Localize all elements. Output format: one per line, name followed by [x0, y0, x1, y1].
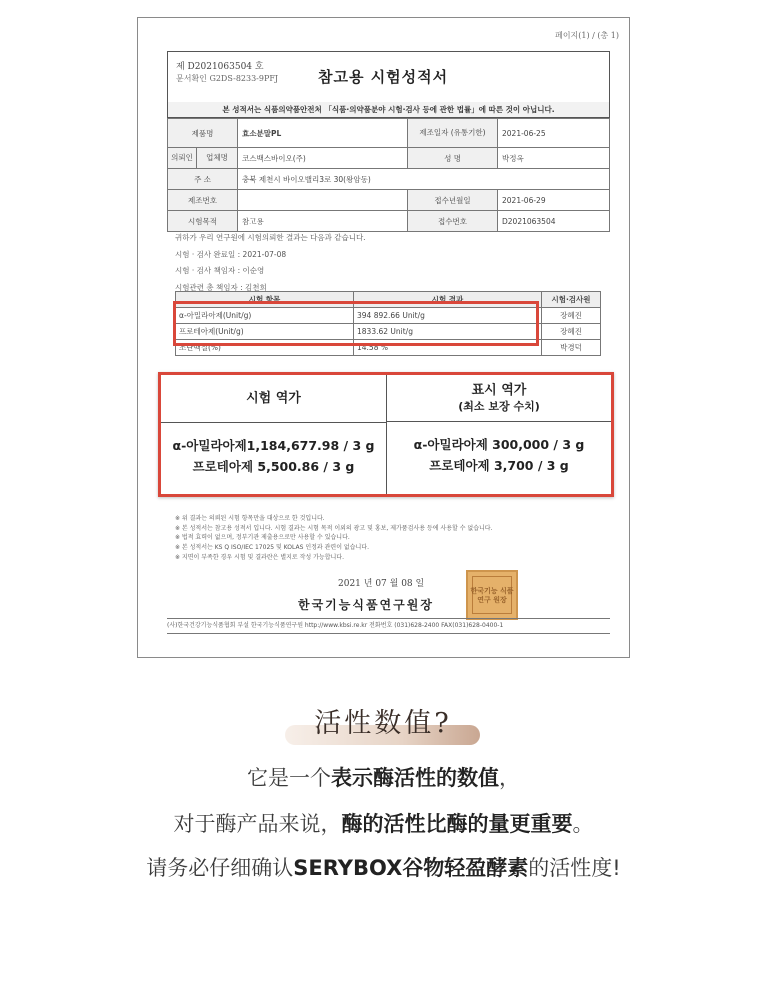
section-heading	[303, 701, 463, 745]
test-potency-column	[161, 375, 387, 494]
label-potency-values	[387, 422, 611, 476]
receipt-label: 접수번호	[408, 211, 498, 232]
note-line: ※ 본 성적서는 KS Q ISO/IEC 17025 및 KOLAS 인정과 관련이 없습니다.	[175, 544, 369, 552]
result-item: 프로테아제(Unit/g)	[176, 324, 354, 340]
company-label: 업체명	[197, 148, 237, 168]
label-potency-column	[387, 375, 611, 494]
note-line: ※ 위 결과는 의뢰된 시험 항목만을 대상으로 한 것입니다.	[175, 515, 325, 522]
intro-line: 시험관련 총 책임자 : 김천희	[175, 282, 267, 292]
mfg-value: 2021-06-25	[498, 119, 610, 148]
results-header: 시험·검사원	[542, 292, 601, 308]
result-inspector: 장혜진	[542, 308, 601, 324]
address-label: 주 소	[168, 169, 238, 190]
document-footer: (사)한국건강기능식품협회 부설 한국기능식품연구원 http://www.kbsi.re.kr 전화번호 (031)628-2400 FAX(031)628-0400-1	[167, 618, 610, 634]
label-amylase: α-아밀라아제 300,000 / 3 g	[413, 437, 585, 452]
name-label: 성 명	[408, 148, 498, 169]
result-value: 394 892.66 Unit/g	[354, 308, 542, 324]
result-value: 1833.62 Unit/g	[354, 324, 542, 340]
page-number: 페이지(1) / (총 1)	[555, 31, 619, 40]
description-line-2: 对于酶产品来说，酶的活性比酶的量更重要。	[173, 812, 594, 836]
description-line-1: 它是一个表示酶活性的数值，	[247, 766, 520, 790]
notes	[175, 514, 493, 563]
institute-name: 한국기능식품연구원장	[298, 598, 434, 612]
confirm-number: 문서확인 G2DS-8233-9PFJ	[176, 74, 279, 83]
report-number: 제 D2021063504 호	[176, 62, 264, 72]
received-label: 접수년월일	[408, 190, 498, 211]
company-cell	[168, 148, 238, 169]
note-line: ※ 본 성적서는 참고용 성적서 입니다. 시험 결과는 시험 목적 이외의 광고 및 홍보, 제가품검사용 등에 사용할 수 없습니다.	[175, 524, 493, 532]
label-protease: 프로테아제 3,700 / 3 g	[429, 458, 569, 473]
name-value: 박정옥	[498, 148, 610, 169]
receipt-value: D2021063504	[498, 211, 610, 232]
highlight-box	[173, 301, 539, 346]
official-seal	[466, 570, 518, 620]
purpose-value: 참고용	[238, 211, 408, 232]
label-potency-header: 표시 역가	[471, 383, 527, 398]
intro-text	[175, 230, 366, 296]
test-amylase: α-아밀라아제1,184,677.98 / 3 g	[172, 438, 375, 453]
test-protease: 프로테아제 5,500.86 / 3 g	[192, 459, 355, 474]
results-header: 시험 항목	[176, 292, 354, 308]
label-potency-header-cell	[387, 375, 611, 422]
result-inspector: 장혜진	[542, 324, 601, 340]
report-header	[167, 51, 610, 103]
note-line: ※ 법적 효력이 없으며, 정부기관 제출용으로만 사용할 수 있습니다.	[175, 534, 350, 542]
intro-line: 시험 · 검사 책임자 : 이순영	[175, 266, 265, 275]
serial-value	[238, 190, 408, 211]
report-notice: 본 성적서는 식품의약품안전처 「식품·의약품분야 시험·검사 등에 관한 법률」에 따른 것이 아닙니다.	[167, 102, 610, 118]
serial-label: 제조번호	[168, 190, 238, 211]
label-potency-subheader: (최소 보장 수치)	[458, 400, 540, 413]
potency-comparison-box	[158, 372, 614, 497]
report-title: 참고용 시험성적서	[318, 68, 449, 86]
note-line: ※ 지면이 부족한 경우 시험 및 결과란은 별지로 작성 가능합니다.	[175, 553, 345, 561]
purpose-label: 시험목적	[168, 211, 238, 232]
product-label: 제품명	[168, 119, 238, 148]
result-value: 14.58 %	[354, 340, 542, 356]
product-value: 효소분말PL	[238, 119, 408, 148]
company-value: 코스백스바이오(주)	[238, 148, 408, 169]
results-header: 시험 결과	[354, 292, 542, 308]
info-table	[167, 118, 610, 232]
intro-line: 시험 · 검사 완료일 : 2021-07-08	[175, 249, 287, 259]
issue-date: 2021 년 07 월 08 일	[338, 579, 425, 589]
heading-text: 活性数值?	[314, 708, 452, 739]
test-potency-values	[161, 423, 386, 477]
description-line-3: 请务必仔细确认SERYBOX谷物轻盈酵素的活性度!	[146, 856, 621, 880]
address-value: 충북 제천시 바이오밸리3로 30(왕암동)	[238, 169, 610, 190]
test-report-document	[137, 17, 630, 658]
result-item: α-아밀라아제(Unit/g)	[176, 308, 354, 324]
result-item: 조단백질(%)	[176, 340, 354, 356]
seal-text: 한국기능 식품연구 원장	[470, 587, 514, 604]
mfg-label: 제조일자 (유통기한)	[408, 119, 498, 148]
test-potency-header: 시험 역가	[161, 375, 386, 423]
received-value: 2021-06-29	[498, 190, 610, 211]
requester-label: 의뢰인	[168, 148, 197, 168]
intro-line: 귀하가 우리 연구원에 시험의뢰한 결과는 다음과 같습니다.	[175, 233, 366, 242]
result-inspector: 박경덕	[542, 340, 601, 356]
